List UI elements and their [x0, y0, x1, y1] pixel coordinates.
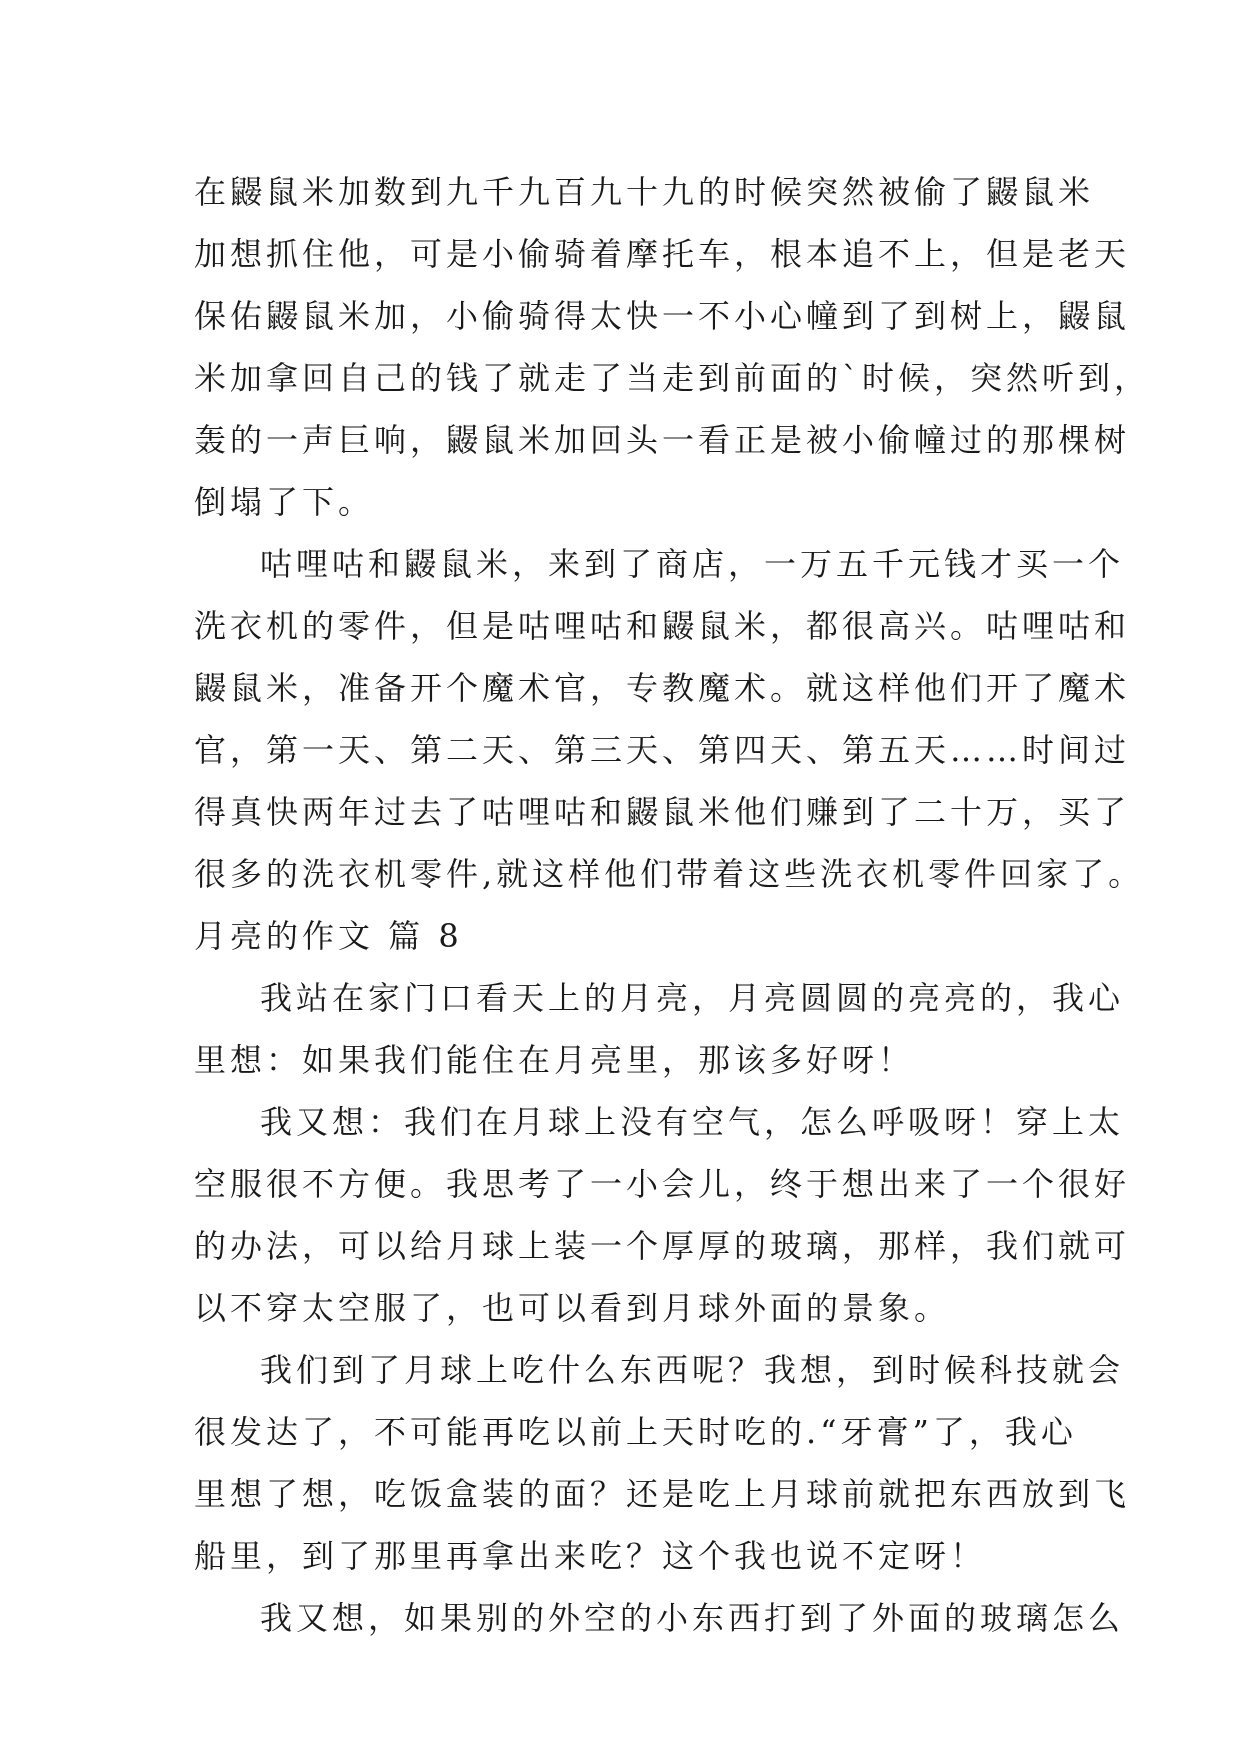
text-line: 得真快两年过去了咕哩咕和鼹鼠米他们赚到了二十万，买了	[194, 793, 1131, 831]
text-line: 加想抓住他，可是小偷骑着摩托车，根本追不上，但是老天	[194, 235, 1131, 273]
text-line: 倒塌了下。	[194, 483, 375, 521]
text-line: 洗衣机的零件，但是咕哩咕和鼹鼠米，都很高兴。咕哩咕和	[194, 607, 1131, 645]
text-line: 月亮的作文 篇 8	[194, 917, 463, 955]
document-body	[194, 161, 1151, 1649]
text-line: 米加拿回自己的钱了就走了当走到前面的`时候，突然听到，	[194, 359, 1151, 397]
text-line: 以不穿太空服了，也可以看到月球外面的景象。	[194, 1289, 951, 1327]
text-line: 轰的一声巨响，鼹鼠米加回头一看正是被小偷幢过的那棵树	[194, 421, 1131, 459]
text-line: 船里，到了那里再拿出来吃？这个我也说不定呀！	[194, 1537, 987, 1575]
text-line: 保佑鼹鼠米加，小偷骑得太快一不小心幢到了到树上，鼹鼠	[194, 297, 1131, 335]
text-line: 我们到了月球上吃什么东西呢？我想，到时候科技就会	[260, 1351, 1125, 1389]
text-line: 咕哩咕和鼹鼠米，来到了商店，一万五千元钱才买一个	[260, 545, 1125, 583]
text-line: 在鼹鼠米加数到九千九百九十九的时候突然被偷了鼹鼠米	[194, 173, 1095, 211]
text-line: 我又想，如果别的外空的小东西打到了外面的玻璃怎么	[260, 1599, 1125, 1637]
text-line: 我又想：我们在月球上没有空气，怎么呼吸呀！穿上太	[260, 1103, 1125, 1141]
text-line: 空服很不方便。我思考了一小会儿，终于想出来了一个很好	[194, 1165, 1131, 1203]
text-line: 官，第一天、第二天、第三天、第四天、第五天……时间过	[194, 731, 1131, 769]
text-line: 里想了想，吃饭盒装的面？还是吃上月球前就把东西放到飞	[194, 1475, 1131, 1513]
text-line: 里想：如果我们能住在月亮里，那该多好呀！	[194, 1041, 915, 1079]
text-line: 很多的洗衣机零件,就这样他们带着这些洗衣机零件回家了。	[194, 855, 1145, 893]
text-line: 很发达了，不可能再吃以前上天时吃的.“牙膏”了，我心	[194, 1413, 1077, 1451]
text-line: 的办法，可以给月球上装一个厚厚的玻璃，那样，我们就可	[194, 1227, 1131, 1265]
text-line: 我站在家门口看天上的月亮，月亮圆圆的亮亮的，我心	[260, 979, 1125, 1017]
text-line: 鼹鼠米，准备开个魔术官，专教魔术。就这样他们开了魔术	[194, 669, 1131, 707]
